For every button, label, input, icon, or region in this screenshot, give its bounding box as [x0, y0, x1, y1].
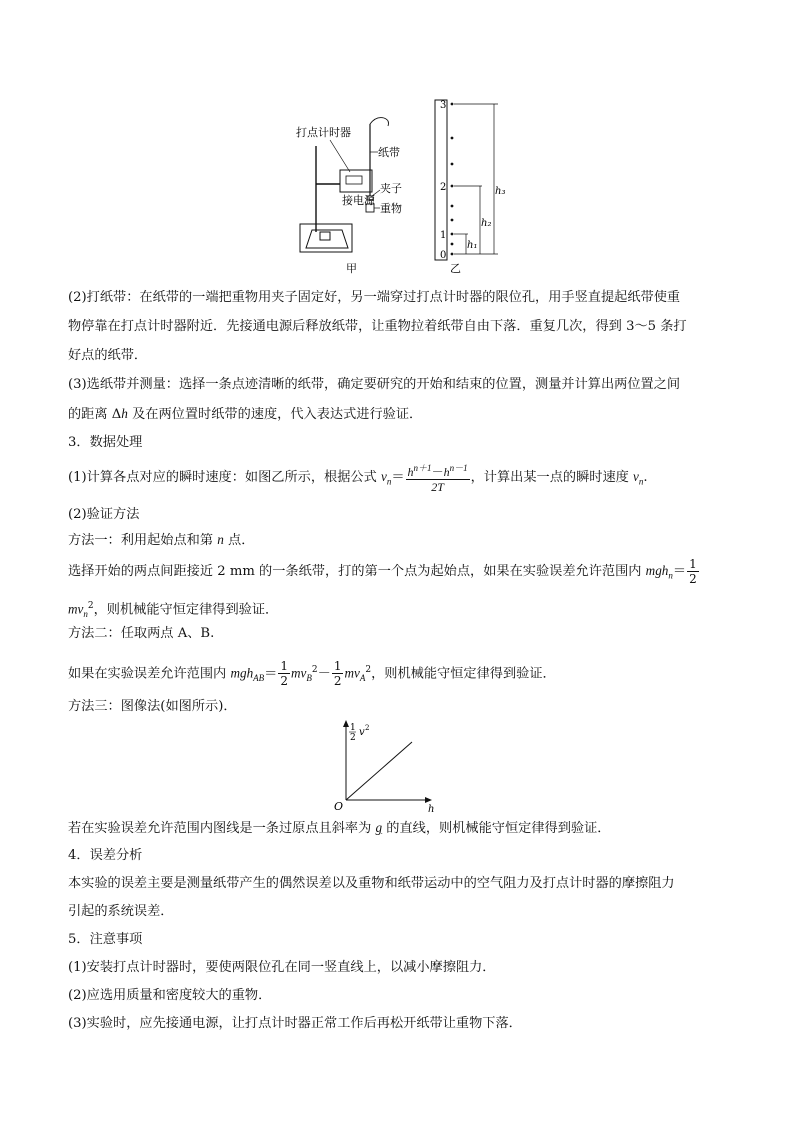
heading-data-processing: 3．数据处理: [68, 435, 143, 450]
para-tape-line1: (2)打纸带：在纸带的一端把重物用夹子固定好，另一端穿过打点计时器的限位孔，用手竖直提起纸带使重: [68, 290, 681, 305]
note-item: (3)实验时，应先接通电源，让打点计时器正常工作后再松开纸带让重物下落．: [68, 1016, 522, 1031]
graph-y-den: 2: [350, 733, 356, 743]
para-tape-line3: 好点的纸带．: [68, 348, 148, 363]
para-calc-velocity: (1)计算各点对应的瞬时速度：如图乙所示，根据公式 $v_n=$ $\frac{h^{n+1}-h^{n-1}}{2T}$ ，计算出某一点的瞬时速度 $v_n$.: [68, 463, 648, 494]
tape-tick-0: 0: [440, 250, 447, 261]
method2-line: 如果在实验误差允许范围内 mgh$_{AB}$＝ $\frac{1}{2}$ $mv_B^2-$ $\frac{1}{2}$ $mv_A^2$，则机械能守恒定律得到验证．: [68, 659, 556, 689]
graph-y-num: 1: [350, 723, 356, 733]
graph-line: [346, 742, 412, 800]
hand-icon: [370, 118, 389, 126]
y-arrow-icon: [343, 720, 349, 727]
para-verify-method: (2)验证方法: [68, 507, 140, 522]
method1-title: 方法一：利用起始点和第 n 点．: [68, 532, 255, 548]
label-power: 接电源: [342, 194, 375, 207]
graph-origin: O: [334, 800, 344, 813]
label-clip: 夹子: [380, 182, 402, 195]
method1-line1: 选择开始的两点间距接近 2 mm 的一条纸带，打的第一个点为起始点，如果在实验误差允许范围内 mgh$_n$＝ $\frac{1}{2}$: [68, 557, 697, 586]
label-tape: 纸带: [378, 146, 400, 159]
graph-y-sup: 2: [365, 724, 370, 732]
caption-right: 乙: [450, 262, 461, 275]
para-select-line2: 的距离 Δh 及在两位置时纸带的速度，代入表达式进行验证．: [68, 406, 423, 422]
method3-line: 若在实验误差允许范围内图线是一条过原点且斜率为 g 的直线，则机械能守恒定律得到验证．: [68, 820, 611, 836]
tape-tick-1: 1: [440, 230, 447, 241]
tape-tick-2: 2: [440, 182, 447, 193]
label-timer: 打点计时器: [296, 126, 351, 139]
heading-error-analysis: 4．误差分析: [68, 848, 143, 863]
caption-left: 甲: [346, 262, 357, 275]
heading-notes: 5．注意事项: [68, 932, 143, 947]
timer-coil: [346, 176, 362, 184]
para-error-line2: 引起的系统误差．: [68, 904, 174, 919]
para-select-line1: (3)选纸带并测量：选择一条点迹清晰的纸带，确定要研究的开始和结束的位置，测量并计算出两位置之间: [68, 377, 681, 392]
x-arrow-icon: [425, 797, 432, 803]
method2-title: 方法二：任取两点 A、B.: [68, 626, 215, 641]
label-weight: 重物: [380, 202, 402, 215]
tape-tick-3: 3: [440, 100, 447, 111]
half-fraction: $\frac{1}{2}$: [689, 557, 697, 586]
note-item: (2)应选用质量和密度较大的重物．: [68, 988, 272, 1003]
graph-figure: [322, 718, 442, 814]
weight-on-base: [320, 232, 330, 240]
h1-label: h₁: [467, 240, 478, 251]
velocity-formula-fraction: $\frac{h^{n+1}-h^{n-1}}{2T}$: [407, 463, 468, 494]
h3-label: h₃: [495, 186, 506, 197]
graph-y-v: v: [359, 727, 365, 738]
method3-title: 方法三：图像法(如图所示)．: [68, 699, 237, 714]
para-tape-line2: 物停靠在打点计时器附近．先接通电源后释放纸带，让重物拉着纸带自由下落．重复几次，得到 3～5 条打: [68, 319, 687, 334]
method1-line2: $mv_n^2$，则机械能守恒定律得到验证．: [68, 601, 279, 620]
apparatus-figure: [290, 96, 510, 276]
para-error-line1: 本实验的误差主要是测量纸带产生的偶然误差以及重物和纸带运动中的空气阻力及打点计时器的摩擦阻力: [68, 876, 675, 891]
h2-label: h₂: [481, 218, 492, 229]
graph-x-label: h: [428, 804, 435, 814]
note-item: (1)安装打点计时器时，要使两限位孔在同一竖直线上，以减小摩擦阻力．: [68, 960, 496, 975]
